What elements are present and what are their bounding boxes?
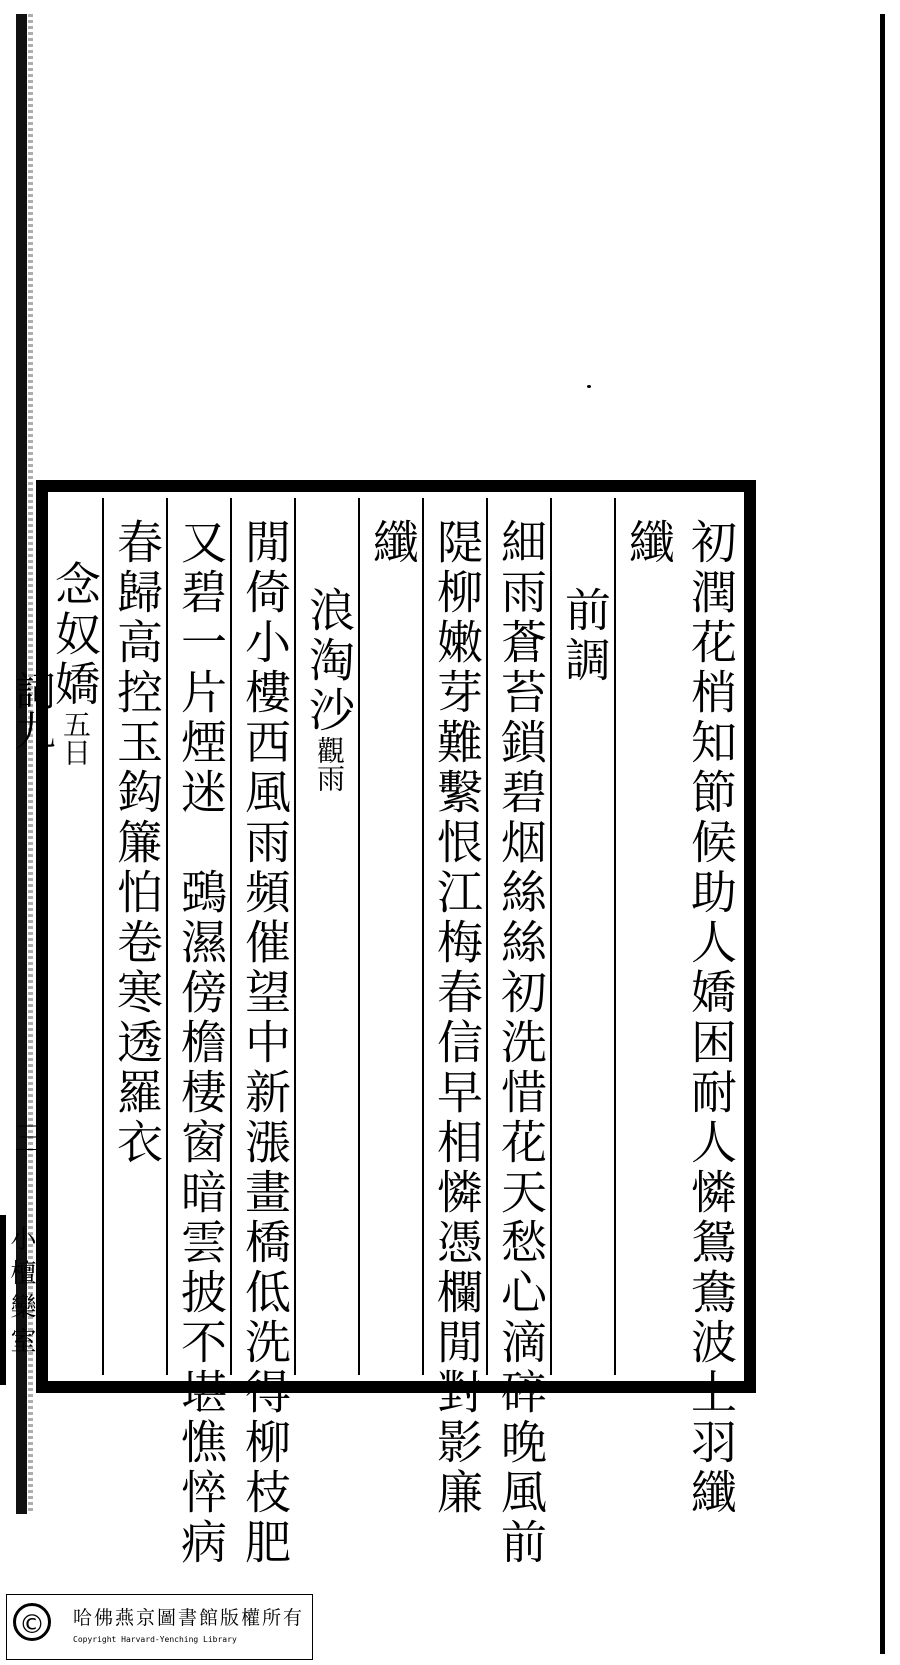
tune-subtitle: 五日 <box>59 710 92 766</box>
column-9 <box>166 498 232 1568</box>
page-margin <box>48 500 102 1380</box>
column-text: 初潤花梢知節候助人嬌困耐人憐鴛鴦波上羽纖 <box>684 518 738 1518</box>
studio-name: 小檀欒室 <box>0 1215 40 1385</box>
column-heading: 前調 <box>558 586 612 686</box>
tune-title: 浪淘沙 <box>302 586 356 736</box>
text-frame <box>36 480 756 1568</box>
column-heading <box>48 560 106 766</box>
column-5 <box>422 498 488 1518</box>
column-text: 隄柳嫩芽難繫恨江梅春信早相憐憑欄閒對影廉 <box>430 518 484 1518</box>
ink-speck <box>587 385 591 388</box>
column-8 <box>230 498 296 1568</box>
column-7 <box>294 498 360 1375</box>
tune-subtitle: 觀雨 <box>313 736 346 792</box>
column-text: 春歸高控玉鈎簾怕卷寒透羅衣 <box>110 518 164 1168</box>
copyright-stamp <box>6 1594 313 1660</box>
column-text: 纖 <box>622 518 676 568</box>
tune-title: 念奴嬌 <box>48 560 102 710</box>
right-page-edge <box>880 14 885 1654</box>
column-heading <box>296 586 360 792</box>
column-text: 閒倚小樓西風雨頻催望中新漲畫橋低洗得柳枝肥 <box>238 518 292 1568</box>
copyright-chinese: 哈佛燕京圖書館版權所有 <box>73 1607 305 1629</box>
page-number: 三 <box>8 1120 48 1154</box>
column-2 <box>614 498 680 1375</box>
column-1 <box>678 498 742 1518</box>
copyright-icon: © <box>13 1603 51 1641</box>
volume-title: 詞九 <box>9 670 55 750</box>
column-text: 纖 <box>366 518 420 568</box>
column-text: 細雨蒼苔鎖碧烟絲絲初洗惜花天愁心滴碎晚風前 <box>494 518 548 1568</box>
column-text: 又碧一片煙迷 鵶濕傍檐棲窗暗雲披不堪憔悴病 <box>174 518 228 1568</box>
column-4 <box>486 498 552 1568</box>
column-10 <box>102 498 168 1375</box>
copyright-english: Copyright Harvard-Yenching Library <box>73 1635 237 1644</box>
fold-margin <box>0 480 55 1393</box>
column-11 <box>48 500 106 1380</box>
column-3 <box>550 498 616 1375</box>
column-6 <box>358 498 424 1375</box>
